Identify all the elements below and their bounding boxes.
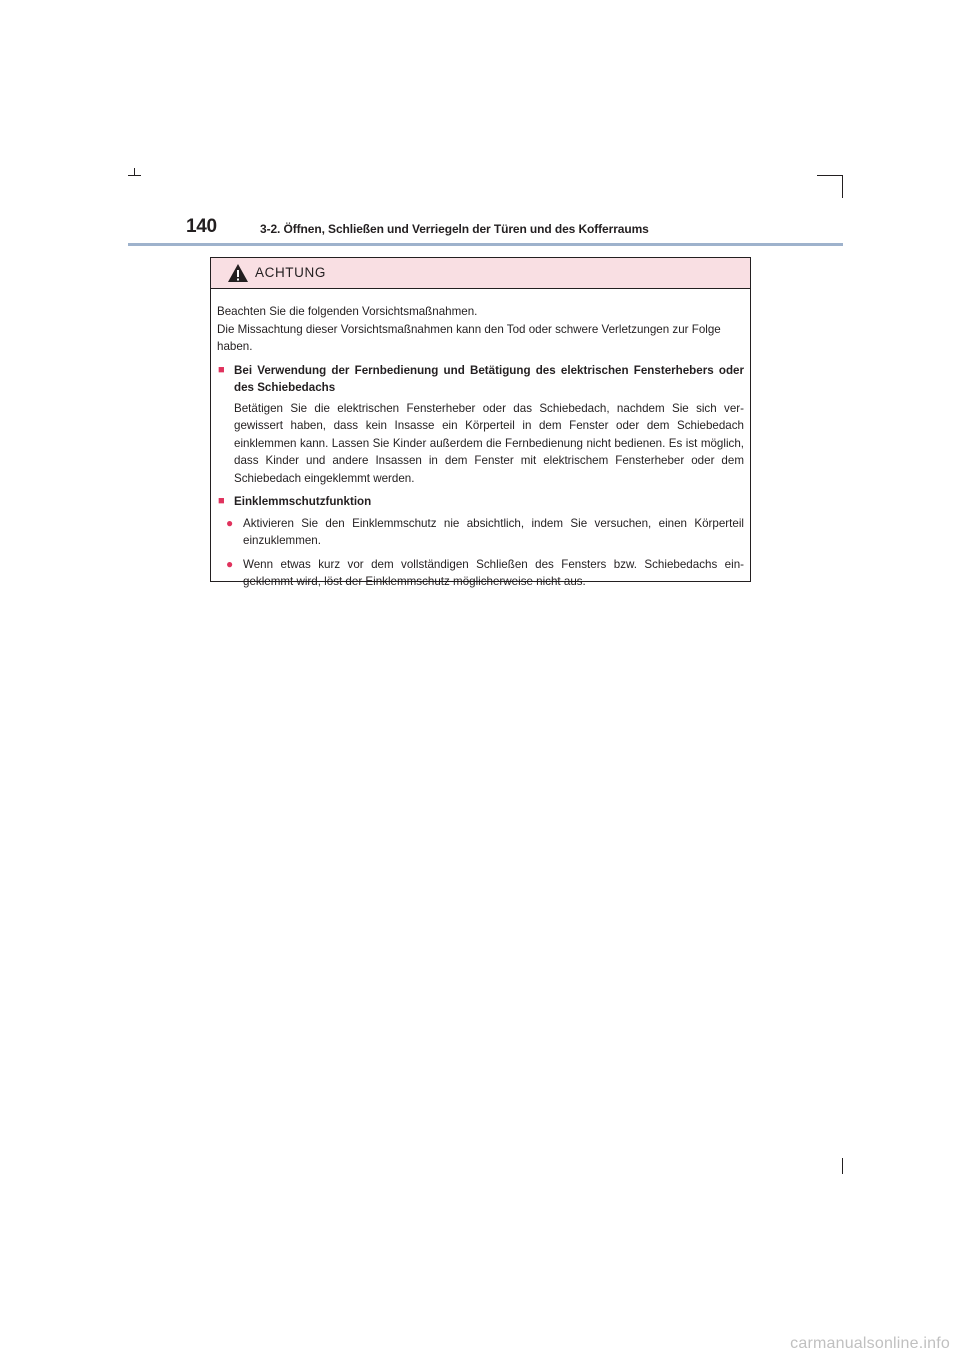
warning-title: ACHTUNG: [255, 265, 326, 280]
watermark: carmanualsonline.info: [790, 1335, 950, 1352]
section-remote-and-windows: [217, 362, 744, 488]
intro-line-1: Beachten Sie die folgenden Vorsichtsmaßnahmen.: [217, 305, 478, 318]
bullet-text: Aktivieren Sie den Einklemmschutz nie absichtlich, indem Sie versuchen, einen Körperteil einzuklemmen.: [243, 516, 744, 547]
bullet-item: [217, 556, 744, 591]
warning-body: [211, 289, 750, 591]
header-rule: [128, 243, 843, 246]
warning-triangle-icon: [227, 263, 249, 283]
section-heading: Bei Verwendung der Fernbedienung und Betätigung des elektrischen Fensterhebers oder des Schiebedachs: [234, 363, 744, 394]
intro-line-2: Die Missachtung dieser Vorsichtsmaßnahmen kann den Tod oder schwere Verletzungen zur Folge haben.: [217, 322, 721, 353]
page-number: 140: [186, 216, 217, 237]
crop-mark-top-left-v: [134, 168, 135, 175]
bullet-item: [217, 515, 744, 550]
bullet-dot: ●: [226, 515, 234, 530]
crop-mark-bottom-right-v: [842, 1158, 843, 1174]
crop-mark-top-right-v: [842, 175, 843, 198]
section-heading: Einklemmschutzfunktion: [234, 495, 372, 508]
section-title: 3-2. Öffnen, Schließen und Verriegeln der Türen und des Kofferraums: [260, 222, 649, 236]
warning-intro: [217, 303, 744, 356]
crop-mark-top-right-h: [817, 175, 843, 176]
section-text: Betätigen Sie die elektrischen Fensterheber oder das Schiebedach, nachdem Sie sich ver-gewissert haben, dass kein Insasse ein Körperteil in dem Fenster oder dem Schiebedach einklemmen kann. Lassen Sie Kinder außerdem die Fernbedienung nicht bedienen. Es ist möglich, dass Kinder und andere Insassen in dem Fenster mit elektrischem Fensterheber oder dem Schiebedach eingeklemmt werden.: [234, 401, 744, 485]
section-marker: ■: [218, 495, 225, 507]
section-marker: ■: [218, 363, 225, 376]
warning-header: [211, 258, 750, 289]
section-jam-protection: [217, 493, 744, 511]
bullet-dot: ●: [226, 556, 234, 571]
crop-mark-top-left-h: [128, 175, 141, 176]
bullet-text: Wenn etwas kurz vor dem vollständigen Schließen des Fensters bzw. Schiebedachs ein-geklemmt wird, löst der Einklemmschutz möglicherweise nicht aus.: [243, 557, 744, 588]
warning-box: [210, 257, 751, 588]
